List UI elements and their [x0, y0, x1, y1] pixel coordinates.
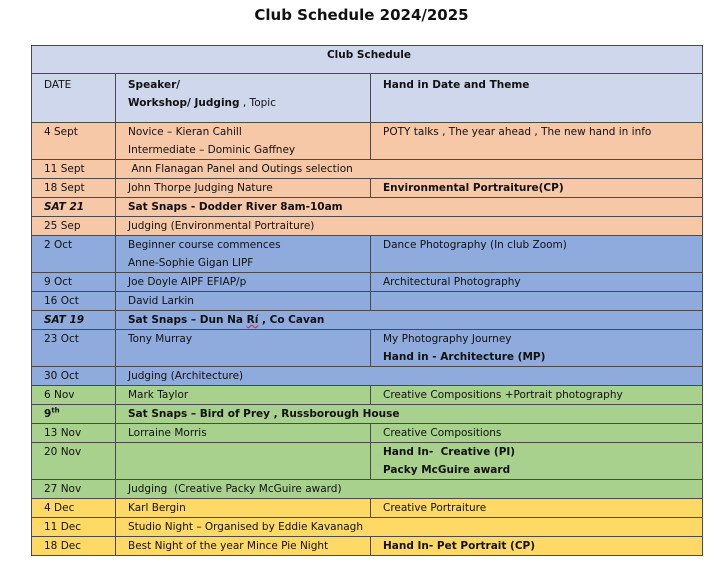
- row-speaker-line2: Intermediate – Dominic Gaffney: [128, 144, 296, 156]
- row-theme-line1: Hand In- Creative (PI): [383, 446, 516, 458]
- row-speaker: Sat Snaps – Bird of Prey , Russborough House: [116, 405, 703, 424]
- row-date: 18 Sept: [32, 179, 116, 198]
- header-date: [32, 74, 116, 123]
- row-date: 9 Oct: [32, 273, 116, 292]
- row-theme: Environmental Portraiture(CP): [371, 179, 703, 198]
- row-speaker: Tony Murray: [116, 330, 371, 367]
- row-date: 4 Sept: [32, 123, 116, 160]
- table-row: [32, 443, 703, 480]
- header-theme-label: Hand in Date and Theme: [383, 79, 530, 91]
- header-speaker-topic: , Topic: [239, 97, 276, 109]
- row-date: [32, 405, 116, 424]
- row-date: 11 Dec: [32, 518, 116, 537]
- row-date: SAT 21: [32, 198, 116, 217]
- spellcheck-underlined-word: Rí: [246, 314, 259, 326]
- page-title: Club Schedule 2024/2025: [254, 6, 469, 24]
- row-speaker-line1: Beginner course commences: [128, 239, 281, 251]
- schedule-table: [31, 45, 703, 556]
- row-speaker: Mark Taylor: [116, 386, 371, 405]
- table-title-row: [32, 46, 703, 74]
- table-row: [32, 499, 703, 518]
- table-row: [32, 273, 703, 292]
- row-speaker: Karl Bergin: [116, 499, 371, 518]
- row-theme: Creative Compositions +Portrait photography: [371, 386, 703, 405]
- row-date: SAT 19: [32, 311, 116, 330]
- row-date: 20 Nov: [32, 443, 116, 480]
- row-date-day: 9: [44, 408, 52, 420]
- row-theme: Creative Portraiture: [371, 499, 703, 518]
- row-date: 18 Dec: [32, 537, 116, 556]
- row-speaker-part: , Co Cavan: [258, 314, 325, 326]
- row-theme: POTY talks , The year ahead , The new hand in info: [371, 123, 703, 160]
- table-header-row: [32, 74, 703, 123]
- table-row: [32, 405, 703, 424]
- row-date: 4 Dec: [32, 499, 116, 518]
- row-date: 30 Oct: [32, 367, 116, 386]
- row-speaker-line1: Novice – Kieran Cahill: [128, 126, 242, 138]
- row-date: 6 Nov: [32, 386, 116, 405]
- row-speaker: [116, 236, 371, 273]
- row-speaker: Judging (Environmental Portraiture): [116, 217, 703, 236]
- row-theme-line2: Packy McGuire award: [383, 464, 511, 476]
- row-date: 13 Nov: [32, 424, 116, 443]
- row-date-suffix: th: [51, 406, 60, 415]
- row-speaker: John Thorpe Judging Nature: [116, 179, 371, 198]
- table-row: [32, 424, 703, 443]
- row-speaker: David Larkin: [116, 292, 371, 311]
- header-date-label: DATE: [44, 79, 72, 91]
- row-speaker-line2: Anne-Sophie Gigan LIPF: [128, 257, 254, 269]
- row-date: 25 Sep: [32, 217, 116, 236]
- table-row: [32, 217, 703, 236]
- row-date: 2 Oct: [32, 236, 116, 273]
- table-row: [32, 367, 703, 386]
- table-row: [32, 330, 703, 367]
- row-date: 16 Oct: [32, 292, 116, 311]
- table-row: [32, 292, 703, 311]
- row-theme-line2: Hand in - Architecture (MP): [383, 351, 546, 363]
- table-row: [32, 179, 703, 198]
- row-speaker: Studio Night – Organised by Eddie Kavanagh: [116, 518, 703, 537]
- row-speaker: Joe Doyle AIPF EFIAP/p: [116, 273, 371, 292]
- row-theme: Creative Compositions: [371, 424, 703, 443]
- row-date: 23 Oct: [32, 330, 116, 367]
- header-speaker-line1: Speaker/: [128, 79, 181, 91]
- table-title: Club Schedule: [32, 46, 703, 74]
- row-speaker: Sat Snaps - Dodder River 8am-10am: [116, 198, 703, 217]
- header-speaker-bold: Workshop/ Judging: [128, 97, 240, 109]
- row-speaker: [116, 123, 371, 160]
- row-theme: Architectural Photography: [371, 273, 703, 292]
- row-speaker: Judging (Creative Packy McGuire award): [116, 480, 703, 499]
- table-row: [32, 160, 703, 179]
- table-row: [32, 123, 703, 160]
- row-speaker: Judging (Architecture): [116, 367, 703, 386]
- header-speaker-line2: [128, 94, 362, 112]
- row-speaker: [116, 311, 703, 330]
- table-row: [32, 198, 703, 217]
- table-row: [32, 537, 703, 556]
- table-row: [32, 480, 703, 499]
- row-theme: [371, 292, 703, 311]
- row-theme-line1: My Photography Journey: [383, 333, 512, 345]
- row-theme: Dance Photography (In club Zoom): [371, 236, 703, 273]
- table-row: [32, 311, 703, 330]
- row-speaker: Lorraine Morris: [116, 424, 371, 443]
- row-speaker-part: Sat Snaps – Dun Na: [128, 314, 247, 326]
- header-theme: [371, 74, 703, 123]
- row-speaker: [116, 443, 371, 480]
- row-date: 27 Nov: [32, 480, 116, 499]
- row-theme: [371, 443, 703, 480]
- row-speaker: Best Night of the year Mince Pie Night: [116, 537, 371, 556]
- row-speaker: Ann Flanagan Panel and Outings selection: [116, 160, 703, 179]
- table-row: [32, 518, 703, 537]
- row-date: 11 Sept: [32, 160, 116, 179]
- header-speaker: [116, 74, 371, 123]
- table-row: [32, 236, 703, 273]
- table-row: [32, 386, 703, 405]
- row-theme: Hand In- Pet Portrait (CP): [371, 537, 703, 556]
- row-theme: [371, 330, 703, 367]
